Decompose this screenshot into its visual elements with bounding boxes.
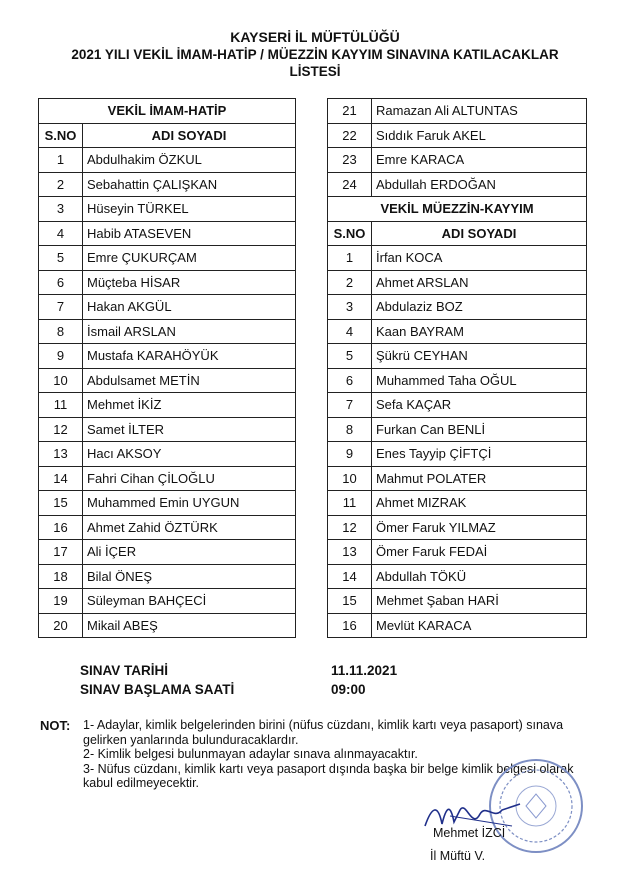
row-name: Fahri Cihan ÇİLOĞLU [83, 466, 296, 491]
table-row [39, 148, 296, 173]
row-number: 8 [328, 417, 372, 442]
row-name: Mehmet Şaban HARİ [372, 589, 587, 614]
row-name: Ali İÇER [83, 540, 296, 565]
row-number: 2 [328, 270, 372, 295]
row-number: 6 [39, 270, 83, 295]
exam-time-label: SINAV BAŞLAMA SAATİ [80, 682, 235, 697]
row-number: 5 [328, 344, 372, 369]
row-number: 18 [39, 564, 83, 589]
row-name: Mehmet İKİZ [83, 393, 296, 418]
row-number: 12 [328, 515, 372, 540]
row-name: İsmail ARSLAN [83, 319, 296, 344]
table-row [328, 540, 587, 565]
table-row [39, 319, 296, 344]
table-row [39, 393, 296, 418]
list-title-cont: LİSTESİ [289, 64, 341, 79]
row-name: Mahmut POLATER [372, 466, 587, 491]
table-row [328, 246, 587, 271]
table-row [39, 442, 296, 467]
table-row [328, 148, 587, 173]
table-row [328, 442, 587, 467]
table-row [39, 466, 296, 491]
row-name: Muhammed Emin UYGUN [83, 491, 296, 516]
table-row [39, 368, 296, 393]
row-number: 15 [39, 491, 83, 516]
table-row [328, 270, 587, 295]
list-title: 2021 YILI VEKİL İMAM-HATİP / MÜEZZİN KAYYIM SINAVINA KATILACAKLAR [71, 47, 559, 62]
row-number: 23 [328, 148, 372, 173]
table-row [39, 295, 296, 320]
table-row [39, 515, 296, 540]
column-header-no: S.NO [328, 221, 372, 246]
row-number: 17 [39, 540, 83, 565]
exam-time-value: 09:00 [331, 682, 366, 697]
table-row [328, 613, 587, 638]
section-header-row [39, 99, 296, 124]
note-item-1: 1- Adaylar, kimlik belgelerinden birini (nüfus cüzdanı, kimlik kartı veya pasaport) sınava gelirken yanlarında bulunduracaklardır. [83, 718, 564, 747]
row-number: 10 [328, 466, 372, 491]
row-number: 7 [39, 295, 83, 320]
row-number: 3 [328, 295, 372, 320]
table-row [39, 270, 296, 295]
row-name: Muhammed Taha OĞUL [372, 368, 587, 393]
row-number: 6 [328, 368, 372, 393]
row-number: 7 [328, 393, 372, 418]
row-number: 16 [328, 613, 372, 638]
table-row [328, 564, 587, 589]
section-header-row [328, 197, 587, 222]
row-name: Habib ATASEVEN [83, 221, 296, 246]
row-number: 14 [328, 564, 372, 589]
table-row [39, 613, 296, 638]
row-name: Sefa KAÇAR [372, 393, 587, 418]
table-row [39, 172, 296, 197]
table-row [328, 295, 587, 320]
table-row [328, 319, 587, 344]
row-name: Süleyman BAHÇECİ [83, 589, 296, 614]
table-row [39, 491, 296, 516]
column-header-row [39, 123, 296, 148]
table-row [328, 172, 587, 197]
row-number: 11 [328, 491, 372, 516]
row-number: 9 [39, 344, 83, 369]
row-number: 11 [39, 393, 83, 418]
row-name: Sıddık Faruk AKEL [372, 123, 587, 148]
row-number: 15 [328, 589, 372, 614]
row-name: Abdulsamet METİN [83, 368, 296, 393]
row-number: 13 [328, 540, 372, 565]
row-number: 16 [39, 515, 83, 540]
row-name: Abdullah ERDOĞAN [372, 172, 587, 197]
row-number: 8 [39, 319, 83, 344]
exam-labels [80, 661, 234, 699]
row-name: Samet İLTER [83, 417, 296, 442]
column-header-no: S.NO [39, 123, 83, 148]
row-number: 13 [39, 442, 83, 467]
row-name: Emre ÇUKURÇAM [83, 246, 296, 271]
row-name: Bilal ÖNEŞ [83, 564, 296, 589]
row-number: 21 [328, 99, 372, 124]
row-name: Abdullah TÖKÜ [372, 564, 587, 589]
row-number: 10 [39, 368, 83, 393]
table-row [39, 540, 296, 565]
row-name: Hakan AKGÜL [83, 295, 296, 320]
row-name: Ömer Faruk FEDAİ [372, 540, 587, 565]
table-row [39, 246, 296, 271]
table-row [328, 417, 587, 442]
table-row [328, 515, 587, 540]
table-row [328, 589, 587, 614]
row-name: Mikail ABEŞ [83, 613, 296, 638]
table-row [328, 344, 587, 369]
note-label: NOT: [40, 718, 71, 733]
row-name: Kaan BAYRAM [372, 319, 587, 344]
column-header-name: ADI SOYADI [83, 123, 296, 148]
table-row [328, 491, 587, 516]
row-name: Ahmet MIZRAK [372, 491, 587, 516]
exam-date-label: SINAV TARİHİ [80, 663, 169, 678]
table-row [39, 589, 296, 614]
row-number: 9 [328, 442, 372, 467]
row-number: 3 [39, 197, 83, 222]
row-number: 2 [39, 172, 83, 197]
note-item-2: 2- Kimlik belgesi bulunmayan adaylar sınava alınmayacaktır. [83, 747, 418, 761]
row-name: Mustafa KARAHÖYÜK [83, 344, 296, 369]
row-number: 12 [39, 417, 83, 442]
row-name: Mevlüt KARACA [372, 613, 587, 638]
row-name: Ramazan Ali ALTUNTAS [372, 99, 587, 124]
row-name: İrfan KOCA [372, 246, 587, 271]
row-name: Müçteba HİSAR [83, 270, 296, 295]
row-name: Furkan Can BENLİ [372, 417, 587, 442]
row-number: 20 [39, 613, 83, 638]
table-row [39, 221, 296, 246]
row-number: 24 [328, 172, 372, 197]
row-name: Hacı AKSOY [83, 442, 296, 467]
row-name: Abdulhakim ÖZKUL [83, 148, 296, 173]
row-name: Ahmet ARSLAN [372, 270, 587, 295]
row-number: 1 [39, 148, 83, 173]
row-name: Hüseyin TÜRKEL [83, 197, 296, 222]
table-row [328, 99, 587, 124]
section-title: VEKİL MÜEZZİN-KAYYIM [328, 197, 587, 222]
column-header-name: ADI SOYADI [372, 221, 587, 246]
signatory-name: Mehmet İZCİ [433, 826, 506, 840]
imam-hatip-continued-and-muezzin-table [327, 98, 587, 638]
table-row [39, 417, 296, 442]
row-number: 5 [39, 246, 83, 271]
row-name: Şükrü CEYHAN [372, 344, 587, 369]
table-row [328, 466, 587, 491]
table-row [328, 368, 587, 393]
imam-hatip-table [38, 98, 296, 638]
table-row [328, 393, 587, 418]
signatory-title: İl Müftü V. [430, 849, 486, 863]
row-number: 1 [328, 246, 372, 271]
row-number: 14 [39, 466, 83, 491]
row-name: Ahmet Zahid ÖZTÜRK [83, 515, 296, 540]
row-name: Sebahattin ÇALIŞKAN [83, 172, 296, 197]
row-name: Enes Tayyip ÇİFTÇİ [372, 442, 587, 467]
row-number: 19 [39, 589, 83, 614]
row-number: 4 [39, 221, 83, 246]
row-name: Emre KARACA [372, 148, 587, 173]
row-name: Abdulaziz BOZ [372, 295, 587, 320]
note-item-3: 3- Nüfus cüzdanı, kimlik kartı veya pasaport dışında başka bir belge kimlik belgesi olarak kabul edilmeyecektir. [83, 761, 574, 790]
column-header-row [328, 221, 587, 246]
table-row [39, 197, 296, 222]
table-row [39, 344, 296, 369]
institution-title: KAYSERİ İL MÜFTÜLÜĞÜ [230, 29, 400, 45]
table-row [39, 564, 296, 589]
section-title: VEKİL İMAM-HATİP [39, 99, 296, 124]
row-number: 22 [328, 123, 372, 148]
table-row [328, 123, 587, 148]
document-header [0, 29, 630, 80]
row-name: Ömer Faruk YILMAZ [372, 515, 587, 540]
exam-values [331, 661, 397, 699]
row-number: 4 [328, 319, 372, 344]
exam-date-value: 11.11.2021 [331, 663, 398, 678]
